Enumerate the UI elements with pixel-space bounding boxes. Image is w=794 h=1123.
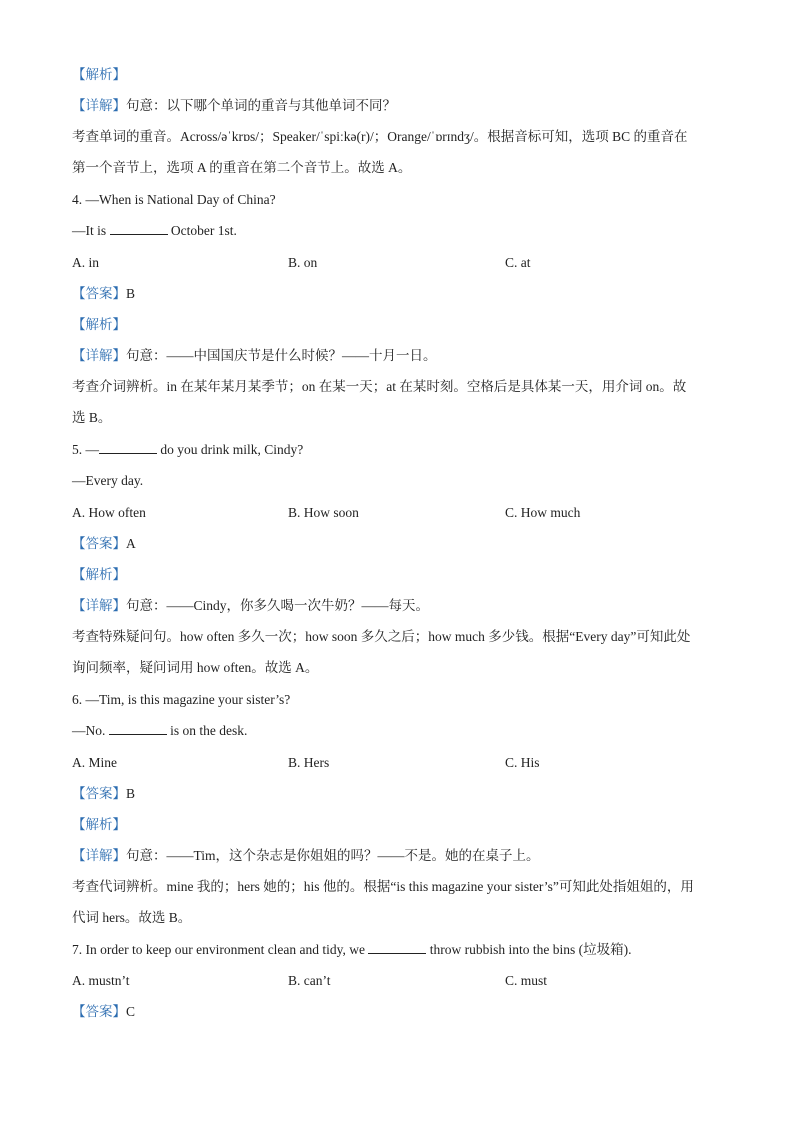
answer-blank	[110, 222, 168, 235]
question-6: 6. —Tim, is this magazine your sister’s?	[72, 692, 291, 707]
detail-line: 【详解】句意：——Cindy，你多久喝一次牛奶？——每天。	[72, 598, 430, 613]
analysis-label: 【解析】	[72, 67, 126, 82]
answer-blank	[368, 941, 426, 954]
explanation-line: 询问频率，疑问词用 how often。故选 A。	[72, 660, 319, 675]
explanation-line: 选 B。	[72, 410, 112, 425]
question-4: 4. —When is National Day of China?	[72, 192, 276, 207]
option-c: C. must	[505, 973, 548, 988]
answer-blank	[109, 722, 167, 735]
answer-line: 【答案】B	[72, 786, 136, 801]
answer-blank	[99, 441, 157, 454]
answer-line: 【答案】B	[72, 286, 136, 301]
explanation-line: 考查单词的重音。Across/əˈkrɒs/；Speaker/ˈspiːkə(r)/；Orange/ˈɒrɪndʒ/。根据音标可知，选项 BC 的重音在	[72, 129, 688, 144]
detail-line: 【详解】句意：——中国国庆节是什么时候？——十月一日。	[72, 348, 437, 363]
option-c: C. at	[505, 255, 531, 270]
option-c: C. His	[505, 755, 540, 770]
detail-line: 【详解】句意：以下哪个单词的重音与其他单词不同？	[72, 98, 396, 113]
explanation-line: 考查代词辨析。mine 我的；hers 她的；his 他的。根据“is this magazine your sister’s”可知此处指姐姐的，用	[72, 879, 694, 894]
answer-line: 【答案】C	[72, 1004, 136, 1019]
question-7: 7. In order to keep our environment clean and tidy, we throw rubbish into the bins (垃圾箱).	[72, 942, 632, 957]
question-4-reply: —It is October 1st.	[72, 223, 237, 238]
explanation-line: 第一个音节上，选项 A 的重音在第二个音节上。故选 A。	[72, 160, 412, 175]
analysis-label: 【解析】	[72, 317, 126, 332]
question-5-reply: —Every day.	[72, 473, 144, 488]
question-5: 5. — do you drink milk, Cindy?	[72, 442, 304, 457]
option-b: B. How soon	[288, 505, 359, 520]
analysis-label: 【解析】	[72, 567, 126, 582]
analysis-label: 【解析】	[72, 817, 126, 832]
option-b: B. on	[288, 255, 318, 270]
explanation-line: 考查特殊疑问句。how often 多久一次；how soon 多久之后；how much 多少钱。根据“Every day”可知此处	[72, 629, 691, 644]
detail-line: 【详解】句意：——Tim，这个杂志是你姐姐的吗？——不是。她的在桌子上。	[72, 848, 540, 863]
question-6-reply: —No. is on the desk.	[72, 723, 248, 738]
option-a: A. mustn’t	[72, 973, 130, 988]
option-a: A. in	[72, 255, 99, 270]
explanation-line: 考查介词辨析。in 在某年某月某季节；on 在某一天；at 在某时刻。空格后是具体某一天，用介词 on。故	[72, 379, 687, 394]
option-b: B. can’t	[288, 973, 331, 988]
option-b: B. Hers	[288, 755, 330, 770]
explanation-line: 代词 hers。故选 B。	[72, 910, 192, 925]
option-c: C. How much	[505, 505, 581, 520]
option-a: A. Mine	[72, 755, 117, 770]
answer-line: 【答案】A	[72, 536, 136, 551]
option-a: A. How often	[72, 505, 146, 520]
